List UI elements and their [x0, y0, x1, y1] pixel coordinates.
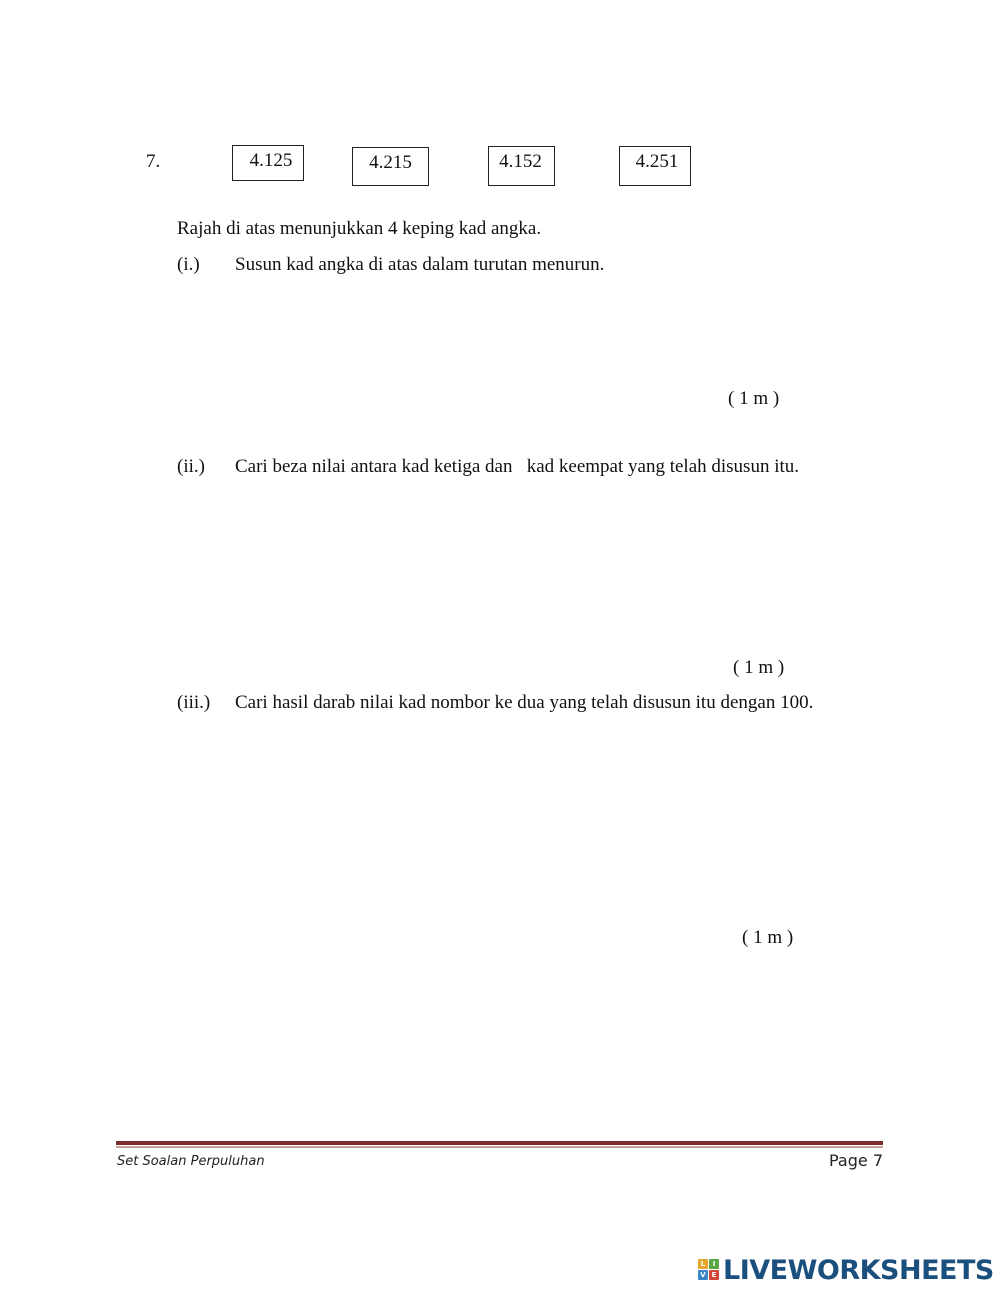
- footer-rule-shadow: [116, 1146, 883, 1148]
- liveworksheets-brand[interactable]: [698, 1253, 994, 1287]
- part-2-text: Cari beza nilai antara kad ketiga dan kad keempat yang telah disusun itu.: [235, 456, 799, 477]
- number-card-4-value: 4.251: [635, 151, 679, 172]
- question-intro: Rajah di atas menunjukkan 4 keping kad angka.: [177, 218, 542, 239]
- number-card-2: [352, 147, 429, 186]
- liveworksheets-wordmark: LIVEWORKSHEETS: [723, 1254, 994, 1286]
- page-number: Page 7: [829, 1151, 883, 1170]
- footer-rule: [116, 1141, 883, 1145]
- part-2-marks: ( 1 m ): [733, 657, 785, 678]
- logo-letter-i: I: [709, 1259, 719, 1269]
- logo-letter-v: V: [698, 1270, 708, 1280]
- part-3-text: Cari hasil darab nilai kad nombor ke dua yang telah disusun itu dengan 100.: [235, 692, 814, 713]
- question-number: 7.: [146, 151, 161, 172]
- number-card-4: [619, 146, 691, 186]
- number-card-2-value: 4.215: [369, 152, 412, 173]
- number-card-1-value: 4.125: [249, 150, 293, 171]
- number-card-1: [232, 145, 304, 181]
- part-1-marks: ( 1 m ): [728, 388, 780, 409]
- part-1-text: Susun kad angka di atas dalam turutan menurun.: [235, 254, 605, 275]
- part-3-label: (iii.): [177, 692, 211, 713]
- part-2-label: (ii.): [177, 456, 205, 477]
- number-card-3: [488, 146, 555, 186]
- logo-letter-l: L: [698, 1259, 708, 1269]
- footer-title: Set Soalan Perpuluhan: [117, 1154, 265, 1169]
- number-card-3-value: 4.152: [499, 151, 542, 172]
- part-3-marks: ( 1 m ): [742, 927, 794, 948]
- part-1-label: (i.): [177, 254, 200, 275]
- logo-letter-e: E: [709, 1270, 719, 1280]
- liveworksheets-logo-icon: [698, 1259, 720, 1281]
